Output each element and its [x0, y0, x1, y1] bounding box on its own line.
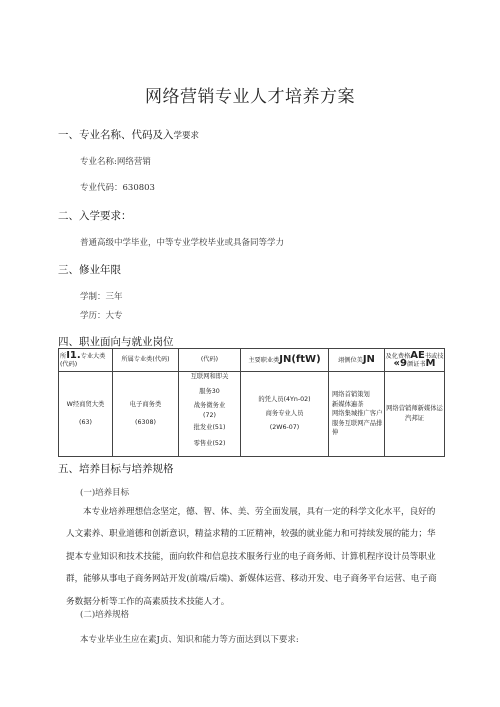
cell-class: 电子商务类 (6308) — [113, 372, 179, 457]
section-1-heading — [58, 127, 199, 142]
header-class: 所属专业类(代码) — [113, 349, 179, 372]
spec-intro: 本专业毕业生应在素J贞、知识和能力等方面达到以下要求: — [80, 635, 299, 645]
major-code: 专业代码：630803 — [80, 183, 155, 193]
degree-level: 学历：大专 — [80, 311, 123, 321]
career-table — [58, 348, 445, 457]
section-1-heading-main: 一、专业名称、代码及入 — [58, 129, 174, 141]
training-goal-text: 本专业培养理想信念坚定，德、智、体、美、劳全面发展，具有一定的科学文化水平，良好的人文素养、职业道德和创新意识，精益求精的工匠精神，较强的就业能力和可持续发展的能力；华提本专业知识和技术技能，面向软件和信息技术服务行业的电子商务师、计算机程序设计员等职业群，能够从事电子商务网站开发(前端/后端)、新媒体运营、移动开发、电子商务平台运营、电子商务数据分析等工作的高素质技术技能人才。 — [66, 507, 437, 607]
section-3-heading: 三、修业年限 — [58, 264, 121, 276]
header-occupation: 主要职业类JN(ftW) — [241, 349, 329, 372]
section-4-heading: 四、职业面向与就业岗位 — [58, 336, 174, 348]
cell-positions: 网络首销策划 新媒体遍茶 网络集城推广客户 服务互联网产品排 伸 — [329, 372, 385, 457]
subsection-spec-heading: (二)培养规格 — [80, 610, 130, 620]
training-goal-paragraph — [66, 501, 442, 613]
section-5-heading: 五、培养目标与培养规格 — [58, 463, 174, 475]
subsection-goal-heading: (一)培养目标 — [80, 488, 130, 498]
admission-requirement: 普通高级中学毕业，中等专业学校毕业或具备同等学力 — [80, 238, 285, 248]
section-2-heading: 二、入学要求： — [58, 210, 132, 222]
cell-certificates: 网络营销师新媒体运 汽邦证 — [385, 372, 445, 457]
page-title: 网络营销专业人才培养方案 — [145, 87, 355, 107]
cell-industry: 互联网和即关 服务30 战务微务业 (72) 批发业(51) 零售业(52) — [179, 372, 241, 457]
cell-occupation: 的凭人员(4Yn-02) 商务专业人员 (2W6-07) — [241, 372, 329, 457]
career-table-row — [59, 372, 445, 457]
header-industry: (代码) — [179, 349, 241, 372]
header-positions: 翊侧位美JN — [329, 349, 385, 372]
career-table-header-row — [59, 349, 445, 372]
header-certificates: 及化费格AE书或技 «9颜证书M — [385, 349, 445, 372]
major-name: 专业名称:网络营销 — [80, 157, 151, 167]
section-1-heading-tail: 学要求 — [173, 131, 200, 141]
study-duration: 学制：三年 — [80, 292, 123, 302]
header-category: 所I1.专业大类 (代码) — [59, 349, 113, 372]
cell-category: W经商贸大类 (63) — [59, 372, 113, 457]
